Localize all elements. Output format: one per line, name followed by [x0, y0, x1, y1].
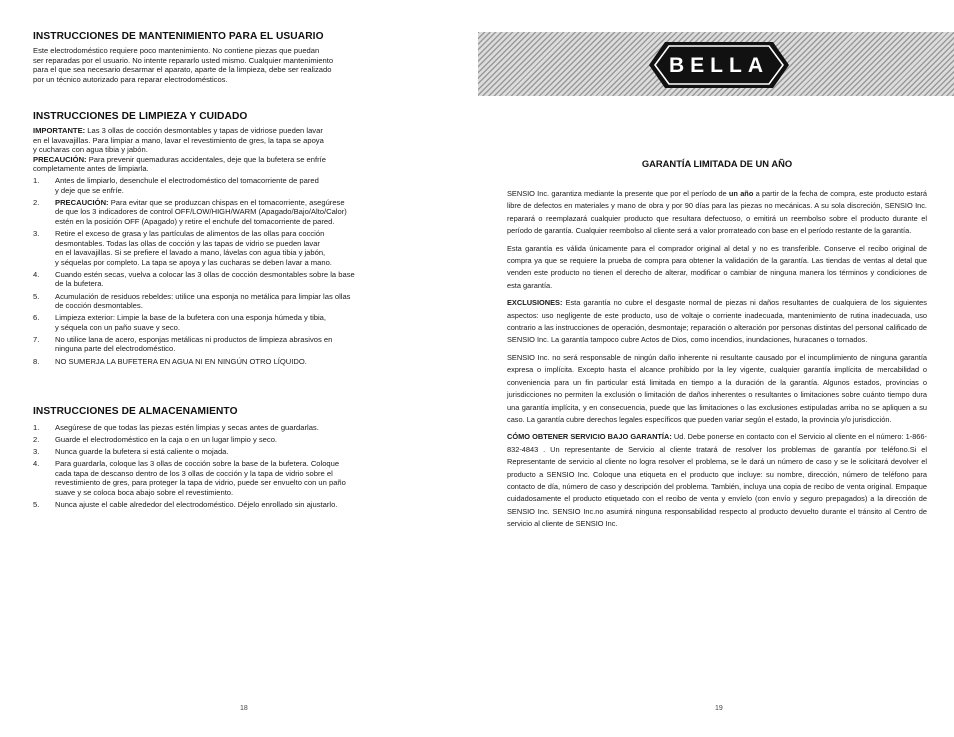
maintenance-paragraph [33, 46, 443, 84]
text-line: y séquela con un paño suave y seco. [55, 322, 180, 332]
caution-label: PRECAUCIÓN: [55, 197, 109, 207]
text-line: No utilice lana de acero, esponjas metálicas ni productos de limpieza abrasivos en [55, 334, 333, 344]
item-number: 8. [33, 356, 40, 366]
text-line: Cuando estén secas, vuelva a colocar las 3 ollas de cocción desmontables sobre la base [55, 269, 355, 279]
item-number: 6. [33, 313, 40, 323]
text-line: Nunca guarde la bufetera si está caliente o mojada. [55, 447, 229, 457]
item-number: 1. [33, 175, 40, 185]
caution-label: PRECAUCIÓN: [33, 154, 87, 164]
warranty-body [507, 188, 927, 531]
text-line: Para prevenir quemaduras accidentales, deje que la bufetera se enfríe [88, 154, 326, 164]
text-line: ninguna parte del electrodoméstico. [55, 344, 176, 354]
page-number: 18 [240, 705, 248, 712]
storage-section [33, 406, 443, 512]
item-number: 4. [33, 459, 40, 469]
list-item [33, 500, 443, 510]
text-line: y cucharas con agua tibia y jabón. [33, 145, 148, 155]
item-number: 3. [33, 447, 40, 457]
text-line: Limpieza exterior: Limpie la base de la bufetera con una esponja húmeda y tibia, [55, 313, 327, 323]
logo-text: BELLA [669, 54, 769, 77]
text-line: cada tapa de descanso dentro de los 3 ollas de cocción y la tapa de vidrio sobre el [55, 468, 333, 478]
maintenance-title: INSTRUCCIONES DE MANTENIMIENTO PARA EL USUARIO [33, 31, 324, 42]
page-number: 19 [715, 705, 723, 712]
item-number: 5. [33, 500, 40, 510]
text-line: y deje que se enfríe. [55, 185, 124, 195]
storage-title: INSTRUCCIONES DE ALMACENAMIENTO [33, 406, 238, 417]
important-label: IMPORTANTE: [33, 126, 86, 135]
list-item [33, 198, 443, 227]
text-line: Las 3 ollas de cocción desmontables y tapas de vidriose pueden lavar [87, 126, 323, 135]
list-item [33, 435, 443, 445]
text-line: Guarde el electrodoméstico en la caja o en un lugar limpio y seco. [55, 435, 278, 445]
list-item [33, 357, 443, 367]
item-number: 4. [33, 269, 40, 279]
text-line: revestimiento de gres, para proteger la tapa de vidrio, puede ser envuelto con un paño [55, 478, 346, 488]
list-item [33, 270, 443, 289]
text-line: Nunca ajuste el cable alrededor del electrodoméstico. Déjelo enrollado sin ajustarlo. [55, 500, 338, 510]
text-line: para el que sea necesario desarmar el aparato, aparte de la limpieza, debe ser realizado [33, 65, 332, 75]
text-line: Para guardarla, coloque las 3 ollas de cocción sobre la base de la bufetera. Coloque [55, 459, 340, 469]
brand-banner [478, 32, 954, 96]
text-line: Este electrodoméstico requiere poco mantenimiento. No contiene piezas que puedan [33, 46, 320, 55]
cleaning-title: INSTRUCCIONES DE LIMPIEZA Y CUIDADO [33, 111, 248, 122]
list-item [33, 176, 443, 195]
text-line: Antes de limpiarlo, desenchule el electrodoméstico del tomacorriente de pared [55, 175, 319, 185]
text-line: desmontables. Todas las ollas de cocción y las tapas de vidrio se pueden lavar [55, 238, 320, 248]
maintenance-section [33, 31, 443, 84]
warranty-paragraph: Esta garantía es válida únicamente para el comprador original al detal y no es transferible. Conserve el recibo original de compra ya que se requiere la prueba de compra para obtener la validación de la garantía. Las tiendas de ventas al detal que venden este producto no tienen el derecho de alterar, modificar o cambiar de ninguna manera los términos y condiciones de esta garantía. [507, 243, 927, 290]
service-paragraph: CÓMO OBTENER SERVICIO BAJO GARANTÍA: Ud. Debe ponerse en contacto con el Servicio al cliente en el número: 1-866-832-4843 . Un representante de Servicio al cliente tratará de resolver los problemas de garantía por teléfono.Si el Representante de servicio al cliente no logra resolver el problema, se le dará un número de caso y se le solicitará devolver el producto a SENSIO Inc. Coloque una etiqueta en el producto que incluye: su nombre, dirección, número de teléfono para contacto de día, número de caso y descripción del problema. También, incluya una copia de recibo de venta original. Empaque cuidadosamente el producto etiquetado con el recibo de venta y envíelo (con envío y seguro prepagados) a la dirección de SENSIO Inc. SENSIO Inc.no asumirá ninguna responsabilidad respecto al producto devuelto durante el tránsito al Centro de servicio al cliente de SENSIO Inc. [507, 432, 927, 529]
important-note [33, 126, 443, 174]
page-right [477, 0, 954, 737]
exclusions-paragraph: EXCLUSIONES: Esta garantía no cubre el desgaste normal de piezas ni daños resultantes de cualquiera de los siguientes aspectos: uso negligente de este producto, uso de voltaje o corriente inadecuada, mantenimiento de rutina inadecuada, uso contrario a las instrucciones de operación, desmontaje; reparación o alteración por personas distintas del personal calificado de SENSIO Inc. La garantía tampoco cubre Actos de Dios, como incendios, inundaciones, huracanes o tornados. [507, 298, 927, 345]
text-line: suave y se coloca boca abajo sobre el revestimiento. [55, 488, 234, 498]
text-line: Asegúrese de que todas las piezas estén limpias y secas antes de guardarlas. [55, 423, 319, 432]
list-item [33, 313, 443, 332]
list-item [33, 459, 443, 497]
text-line: Para evitar que se produzcan chispas en el tomacorriente, asegúrese [110, 197, 345, 207]
storage-list [33, 423, 443, 510]
list-item [33, 447, 443, 457]
warranty-title: GARANTÍA LIMITADA DE UN AÑO [641, 158, 793, 169]
text-line: ser reparadas por el usuario. No intente repararlo usted mismo. Cualquier mantenimiento [33, 55, 334, 65]
text-line: de cocción desmontables. [55, 301, 143, 311]
text-line: de que los 3 indicadores de control OFF/LOW/HIGH/WARM (Apagado/Bajo/Alto/Calor) [55, 207, 347, 217]
warranty-paragraph: SENSIO Inc. garantiza mediante la presente que por el período de un año a partir de la fecha de compra, este producto estará libre de defectos en materiales y mano de obra y por 90 días para las piezas no mecánicas. A su sola discreción, SENSIO Inc. reparará o reemplazará cualquier producto que resultara defectuoso, o emitirá un reembolso sobre el producto durante el período de garantía. Cualquier reembolso al cliente será a valor prorrateado con base en el período restante de la garantía. [507, 189, 927, 236]
list-item [33, 335, 443, 354]
cleaning-section [33, 111, 443, 369]
text-line: y séquelas por completo. La tapa se apoya y las cucharas se deben lavar a mano. [55, 257, 332, 267]
bella-logo [649, 40, 789, 90]
list-item [33, 292, 443, 311]
item-number: 5. [33, 291, 40, 301]
text-line: Retire el exceso de grasa y las partículas de alimentos de las ollas para cocción [55, 228, 325, 238]
item-number: 7. [33, 334, 40, 344]
text-line: por un técnico autorizado para reparar electrodomésticos. [33, 74, 228, 84]
item-number: 3. [33, 228, 40, 238]
text-line: en el lavavajillas. Para limpiar a mano, lavar el revestimiento de gres, la tapa se apoya [33, 135, 324, 145]
item-number: 1. [33, 423, 40, 432]
warranty-section [507, 158, 927, 536]
text-line: de la bufetera. [55, 279, 104, 289]
item-number: 2. [33, 435, 40, 445]
list-item [33, 423, 443, 433]
cleaning-list [33, 176, 443, 366]
text-line: estén en la posición OFF (Apagado) y retire el enchufe del tomacorriente de pared. [55, 216, 335, 226]
text-line: completamente antes de limpiarla. [33, 164, 149, 174]
list-item [33, 229, 443, 267]
item-number: 2. [33, 197, 40, 207]
text-line: Acumulación de residuos rebeldes: utilice una esponja no metálica para limpiar las ollas [55, 291, 351, 301]
text-line: NO SUMERJA LA BUFETERA EN AGUA NI EN NINGÚN OTRO LÍQUIDO. [55, 356, 307, 366]
text-line: en el lavavajillas. Si se prefiere el lavado a mano, lávelas con agua tibia y jabón, [55, 248, 326, 258]
liability-paragraph: SENSIO Inc. no será responsable de ningún daño inherente ni resultante causado por el incumplimiento de ninguna garantía expresa o implícita. Excepto hasta el alcance prohibido por la ley vigente, cualquier garantía implícita de mercabilidad o conveniencia para un fin particular está limitada en tiempo a la duración de la garantía. Algunos estados, provincias o jurisdicciones no permiten la exclusión o limitación de daños inherentes o resultantes o limitaciones sobre cuánto tiempo dura una garantía implícita, y en consecuencia, puede que las limitaciones o las exclusiones estipuladas arriba no se apliquen a su caso. La garantía cubre derechos legales específicos que pueden variar según el estado, la provincia y/o jurisdicción. [507, 352, 927, 424]
